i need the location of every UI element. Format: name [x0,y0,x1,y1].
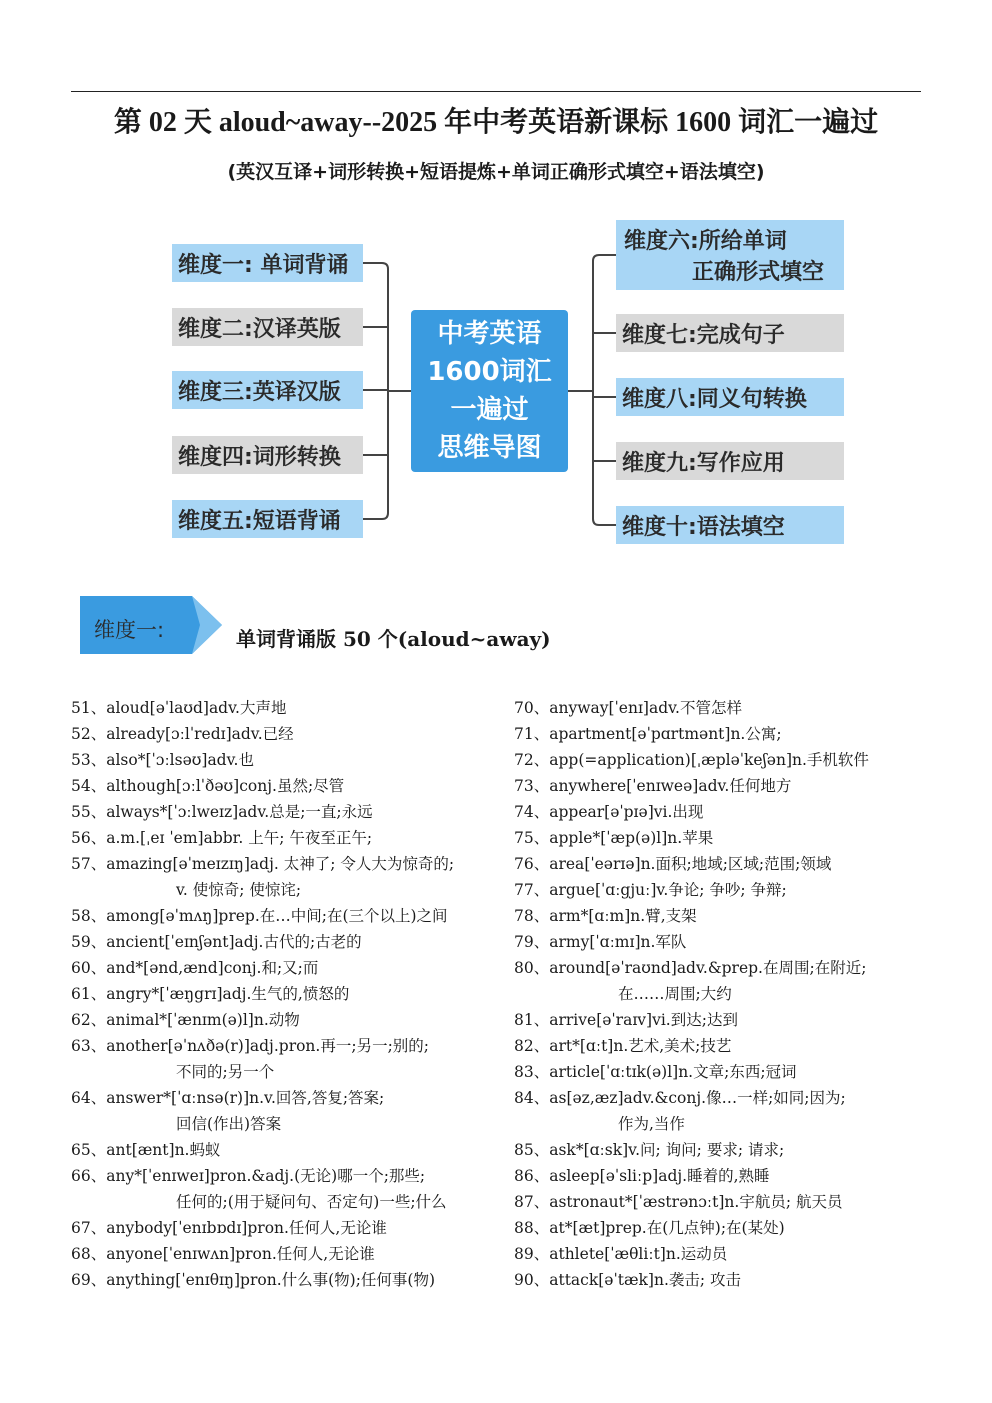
entry-word: around [549,959,606,977]
section-title: 单词背诵版 50 个(aloud~away) [236,627,551,651]
entry-word: and* [106,959,144,977]
entry-number: 65、 [71,1141,107,1159]
entry-phonetic: [ænt] [131,1141,175,1159]
entry-phonetic: [æt] [572,1219,606,1237]
entry-definition-continued: v. 使惊奇; 使惊诧; [176,881,302,899]
word-entry [71,799,491,825]
entry-number: 89、 [514,1245,550,1263]
entry-word: a.m. [106,829,141,847]
entry-word: answer* [106,1089,172,1107]
entry-number: 64、 [71,1089,107,1107]
entry-definition: pron.&adj.(无论)哪一个;那些; [209,1167,426,1185]
entry-definition: vi.到达;达到 [652,1011,738,1029]
word-entry [514,1163,934,1189]
entry-phonetic: [əˈmeɪzɪŋ] [172,855,250,873]
entry-definition: abbr. 上午; 午夜至正午; [203,829,373,847]
entry-phonetic: [ˈɑːtɪk(ə)l] [599,1063,679,1081]
entry-definition: adv.大声地 [208,699,287,717]
entry-definition: n.苹果 [667,829,714,847]
node-6-line-1: 维度六:所给单词 [624,229,787,254]
word-entry [514,929,934,955]
entry-number: 59、 [71,933,107,951]
entry-number: 52、 [71,725,107,743]
word-entry [514,1215,934,1241]
entry-phonetic: [ɔːlˈðəʊ] [175,777,240,795]
word-entry [71,929,491,955]
entry-definition-continued: 回信(作出)答案 [176,1115,282,1133]
word-entry-continued [514,1111,934,1137]
entry-word: apartment [549,725,632,743]
entry-word: amazing [106,855,173,873]
entry-number: 51、 [71,699,107,717]
entry-definition: n.运动员 [665,1245,728,1263]
entry-phonetic: [ˈenɪweɪ] [141,1167,210,1185]
entry-number: 78、 [514,907,550,925]
entry-phonetic: [ˈɑːnsə(r)] [171,1089,250,1107]
mindmap-node-1: 维度一: 单词背诵 [172,244,363,282]
word-entry [71,1137,491,1163]
entry-definition: n.手机软件 [792,751,869,769]
entry-definition: prep.在…中间;在(三个以上)之间 [218,907,448,925]
word-entry [514,773,934,799]
entry-phonetic: [ˈeɪnʃənt] [164,933,235,951]
entry-phonetic: [ˈenɪ] [608,699,649,717]
entry-number: 73、 [514,777,550,795]
entry-definition: n.公寓; [730,725,782,743]
word-entry [71,903,491,929]
entry-number: 55、 [71,803,107,821]
entry-phonetic: [ˈɔːlsəʊ] [145,751,208,769]
word-entry-continued [71,1189,491,1215]
center-line-3: 一遍过 [450,395,529,425]
word-entry [514,747,934,773]
entry-definition: adj.古代的;古老的 [234,933,362,951]
entry-word: always* [106,803,168,821]
mindmap-node-4: 维度四:词形转换 [172,436,363,474]
entry-number: 81、 [514,1011,550,1029]
entry-definition: adj.pron.再一;另一;别的; [249,1037,430,1055]
entry-word: another [106,1037,168,1055]
entry-definition: adv.&conj.像…一样;如同;因为; [623,1089,846,1107]
entry-number: 53、 [71,751,107,769]
entry-definition: n.v.回答,答复;答案; [249,1089,385,1107]
word-entry [514,721,934,747]
word-entry [514,1189,934,1215]
word-entry [514,1137,934,1163]
page-subtitle: (英汉互译+词形转换+短语提炼+单词正确形式填空+语法填空) [227,161,765,183]
word-entry [71,1267,491,1293]
entry-phonetic: [ɔːlˈredɪ] [164,725,232,743]
word-entry [71,1033,491,1059]
word-entry [71,1085,491,1111]
entry-definition: adv.总是;一直;永远 [238,803,373,821]
entry-phonetic: [ɑːm] [588,907,631,925]
entry-definition: pron.任何人,无论谁 [247,1219,387,1237]
entry-word: anyway [549,699,609,717]
mindmap-node-3: 维度三:英译汉版 [172,371,363,409]
entry-phonetic: [əz,æz] [566,1089,624,1107]
entry-word: ancient [106,933,165,951]
entry-number: 85、 [514,1141,550,1159]
word-entry [71,1215,491,1241]
word-entry [71,825,491,851]
entry-word: anyone [106,1245,163,1263]
entry-definition: n.动物 [253,1011,300,1029]
entry-number: 80、 [514,959,550,977]
entry-number: 86、 [514,1167,550,1185]
entry-phonetic: [ənd,ænd] [143,959,224,977]
entry-word: although [106,777,176,795]
entry-definition: n.面积;地域;区域;范围;领域 [640,855,832,873]
entry-word: already [106,725,165,743]
mindmap-center [411,310,568,472]
entry-definition: n.臂,支架 [630,907,697,925]
entry-definition: adv.已经 [231,725,294,743]
entry-number: 84、 [514,1089,550,1107]
entry-word: astronaut* [549,1193,633,1211]
word-entry [71,851,491,877]
entry-number: 90、 [514,1271,550,1289]
word-entry [514,851,934,877]
entry-definition: adv.也 [207,751,254,769]
entry-phonetic: [ɑːsk] [583,1141,629,1159]
entry-phonetic: [ˈæθliːt] [604,1245,666,1263]
word-entry-continued [71,1059,491,1085]
word-entry [514,1059,934,1085]
entry-word: army [549,933,590,951]
word-entry [514,903,934,929]
entry-definition: pron.任何人,无论谁 [235,1245,375,1263]
entry-number: 58、 [71,907,107,925]
entry-definition: adj. 太神了; 令人大为惊奇的; [249,855,455,873]
entry-word: appear [549,803,605,821]
center-line-4: 思维导图 [437,433,542,463]
word-entry [514,955,934,981]
entry-phonetic: [əˈtæk] [598,1271,654,1289]
word-entry [514,1007,934,1033]
entry-phonetic: [əˈmʌŋ] [159,907,219,925]
entry-phonetic: [ˌeɪ ˈem] [140,829,204,847]
entry-word: attack [549,1271,599,1289]
word-entry [514,695,934,721]
entry-number: 61、 [71,985,107,1003]
entry-definition: conj.虽然;尽管 [239,777,345,795]
mindmap-node-8: 维度八:同义句转换 [616,378,844,416]
entry-phonetic: [ˌæpləˈkeʃən] [690,751,792,769]
entry-definition-continued: 作为,当作 [618,1115,685,1133]
entry-definition-continued: 在……周围;大约 [618,985,732,1003]
mindmap-node-9: 维度九:写作应用 [616,442,844,480]
entry-phonetic: [ˈæstrənɔːt] [632,1193,725,1211]
word-entry [71,721,491,747]
entry-definition: pron.什么事(物);任何事(物) [240,1271,436,1289]
entry-word: athlete [549,1245,605,1263]
word-entry [71,695,491,721]
entry-phonetic: [ˈenɪθɪŋ] [175,1271,241,1289]
entry-phonetic: [ˈæŋgrɪ] [159,985,223,1003]
entry-number: 69、 [71,1271,107,1289]
entry-number: 70、 [514,699,550,717]
word-entry-continued [71,877,491,903]
entry-word: ant [106,1141,132,1159]
entry-number: 66、 [71,1167,107,1185]
entry-phonetic: [ˈænɪm(ə)l] [167,1011,254,1029]
word-entry [514,825,934,851]
entry-phonetic: [ˈæp(ə)l] [600,829,668,847]
page-title: 第 02 天 aloud~away--2025 年中考英语新课标 1600 词汇一遍过 [113,107,879,138]
entry-number: 77、 [514,881,550,899]
entry-number: 76、 [514,855,550,873]
entry-number: 63、 [71,1037,107,1055]
entry-definition: adj.生气的,愤怒的 [222,985,350,1003]
mindmap-node-2: 维度二:汉译英版 [172,308,363,346]
entry-number: 67、 [71,1219,107,1237]
entry-definition: adv.&prep.在周围;在附近; [676,959,867,977]
entry-word: argue [549,881,595,899]
word-entry [514,799,934,825]
word-entry [71,773,491,799]
entry-number: 54、 [71,777,107,795]
entry-phonetic: [ˈenɪweə] [626,777,699,795]
entry-word: arrive [549,1011,597,1029]
entry-phonetic: [ˈɑːgjuː] [594,881,657,899]
entry-number: 62、 [71,1011,107,1029]
entry-number: 82、 [514,1037,550,1055]
entry-word: article [549,1063,600,1081]
entry-word: ask* [549,1141,584,1159]
entry-definition-continued: 不同的;另一个 [176,1063,275,1081]
word-entry [71,1163,491,1189]
entry-word: as [549,1089,567,1107]
entry-phonetic: [əˈraʊnd] [605,959,677,977]
entry-number: 71、 [514,725,550,743]
entry-definition-continued: 任何的;(用于疑问句、否定句)一些;什么 [176,1193,447,1211]
word-entry-continued [514,981,934,1007]
entry-definition: n.艺术,美术;技艺 [613,1037,732,1055]
entry-definition: conj.和;又;而 [223,959,319,977]
entry-word: arm* [549,907,589,925]
entry-word: anything [106,1271,176,1289]
entry-word: art* [549,1037,580,1055]
entry-word: aloud [106,699,150,717]
section-label: 维度一: [94,618,165,642]
word-entry [71,1241,491,1267]
entry-phonetic: [əˈpɪə] [604,803,654,821]
entry-phonetic: [əˈnʌðə(r)] [167,1037,250,1055]
entry-word: angry* [106,985,160,1003]
word-entry [514,877,934,903]
entry-number: 56、 [71,829,107,847]
entry-definition: adv.任何地方 [698,777,792,795]
center-line-2: 1600词汇 [427,357,552,387]
entry-number: 75、 [514,829,550,847]
entry-word: at* [549,1219,573,1237]
entry-word: anywhere [549,777,627,795]
entry-definition: n.袭击; 攻击 [653,1271,742,1289]
entry-number: 68、 [71,1245,107,1263]
entry-definition: adj.睡着的,熟睡 [658,1167,770,1185]
entry-phonetic: [əˈsliːp] [599,1167,659,1185]
word-entry [514,1267,934,1293]
word-list-right [514,695,934,1293]
entry-word: any* [106,1167,142,1185]
entry-word: among [106,907,160,925]
entry-number: 87、 [514,1193,550,1211]
entry-phonetic: [əˈlaʊd] [149,699,209,717]
entry-phonetic: [ˈenɪbɒdɪ] [172,1219,248,1237]
entry-definition: n.军队 [640,933,687,951]
word-entry-continued [71,1111,491,1137]
entry-number: 79、 [514,933,550,951]
center-line-1: 中考英语 [437,319,542,349]
entry-definition: v.问; 询问; 要求; 请求; [628,1141,785,1159]
entry-number: 60、 [71,959,107,977]
entry-number: 74、 [514,803,550,821]
word-entry [71,747,491,773]
word-list-left [71,695,491,1293]
word-entry [71,1007,491,1033]
entry-definition: v.争论; 争吵; 争辩; [656,881,787,899]
word-entry [514,1085,934,1111]
entry-word: app(=application) [549,751,691,769]
mindmap-node-6 [616,220,844,290]
entry-phonetic: [ˈɑːmɪ] [589,933,641,951]
entry-number: 72、 [514,751,550,769]
entry-word: asleep [549,1167,600,1185]
entry-definition: n.文章;东西;冠词 [678,1063,797,1081]
entry-word: also* [106,751,146,769]
entry-word: animal* [106,1011,168,1029]
entry-phonetic: [ˈɔːlweɪz] [167,803,239,821]
entry-definition: prep.在(几点钟);在(某处) [605,1219,785,1237]
entry-phonetic: [əˈpɑrtmənt] [631,725,731,743]
mindmap-node-10: 维度十:语法填空 [616,506,844,544]
entry-definition: vi.出现 [653,803,704,821]
entry-definition: n.蚂蚁 [174,1141,221,1159]
word-entry [71,955,491,981]
entry-definition: adv.不管怎样 [648,699,742,717]
entry-word: apple* [549,829,601,847]
entry-phonetic: [ˈenɪwʌn] [162,1245,236,1263]
word-entry [71,981,491,1007]
entry-word: anybody [106,1219,173,1237]
entry-phonetic: [əˈraɪv] [596,1011,653,1029]
entry-number: 88、 [514,1219,550,1237]
entry-number: 83、 [514,1063,550,1081]
word-entry [514,1033,934,1059]
entry-phonetic: [ɑːt] [579,1037,614,1055]
entry-definition: n.宇航员; 航天员 [724,1193,843,1211]
word-entry [514,1241,934,1267]
entry-word: area [549,855,585,873]
entry-phonetic: [ˈeərɪə] [584,855,641,873]
mindmap-node-7: 维度七:完成句子 [616,314,844,352]
mindmap-node-5: 维度五:短语背诵 [172,500,363,538]
node-6-line-2: 正确形式填空 [692,260,825,285]
entry-number: 57、 [71,855,107,873]
